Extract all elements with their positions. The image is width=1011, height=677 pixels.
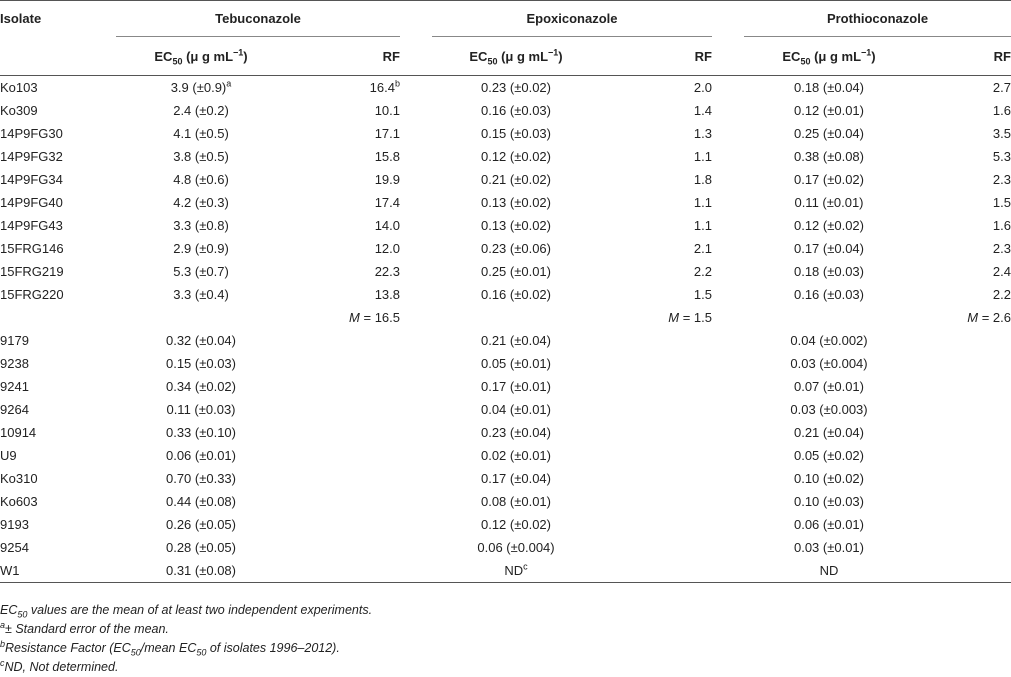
table-row	[0, 260, 1011, 283]
epo-rf-cell: 1.8	[693, 172, 712, 187]
pro-ec50-cell: 0.10 (±0.02)	[793, 471, 864, 486]
table-row	[0, 168, 1011, 191]
pro-ec50-cell: 0.05 (±0.02)	[793, 448, 864, 463]
teb-ec50-cell: 3.9 $(\pm 0.9)^a$	[170, 78, 232, 95]
teb-ec50-cell: 0.33 (±0.10)	[165, 425, 236, 440]
pro-ec50-cell: 0.17 (±0.02)	[793, 172, 864, 187]
isolate-cell: 9264	[0, 402, 29, 417]
epo-ec50-cell: 0.06 (±0.004)	[477, 540, 555, 555]
isolate-cell: U9	[0, 448, 17, 463]
header-ec50-pro: $EC_{50}$ (μ g $mL^{-1}$)	[744, 37, 914, 76]
footnote-c: $^c$ND, Not determined.	[0, 657, 119, 674]
epo-ec50-cell: 0.25 (±0.01)	[480, 264, 551, 279]
table-row	[0, 398, 1011, 421]
teb-rf-cell: 19.9	[374, 172, 400, 187]
pro-ec50-cell: 0.12 (±0.01)	[793, 103, 864, 118]
epo-rf-cell: 2.0	[693, 80, 712, 95]
footnote-b: $^b$Resistance Factor ($EC_{50}$/mean $EC_{50}$ of isolates 1996–2012).	[0, 638, 340, 658]
isolate-cell: 14P9FG40	[0, 195, 63, 210]
isolate-cell: W1	[0, 563, 20, 578]
epo-ec50-cell: 0.13 (±0.02)	[480, 218, 551, 233]
epo-rf-cell: 1.1	[693, 149, 712, 164]
epo-ec50-cell: 0.23 (±0.06)	[480, 241, 551, 256]
isolate-cell: Ko603	[0, 494, 38, 509]
table-row	[0, 283, 1011, 306]
teb-rf-cell: 15.8	[374, 149, 400, 164]
epo-rf-cell: 1.1	[693, 195, 712, 210]
teb-rf-cell: 13.8	[374, 287, 400, 302]
table-footnotes	[0, 601, 372, 677]
epo-ec50-cell: 0.23 (±0.04)	[480, 425, 551, 440]
pro-ec50-cell: 0.25 (±0.04)	[793, 126, 864, 141]
pro-rf-cell: 2.3	[992, 172, 1011, 187]
header-ec50-teb: $EC_{50}$ (μ g $mL^{-1}$)	[116, 37, 286, 76]
epo-ec50-cell: 0.21 (±0.04)	[480, 333, 551, 348]
teb-rf-cell: 12.0	[374, 241, 400, 256]
isolate-cell: 14P9FG43	[0, 218, 63, 233]
teb-ec50-cell: 0.31 (±0.08)	[165, 563, 236, 578]
pro-rf-cell: 1.6	[992, 103, 1011, 118]
table-row	[0, 76, 1011, 99]
pro-ec50-cell: 0.06 (±0.01)	[793, 517, 864, 532]
epo-ec50-cell: 0.04 (±0.01)	[480, 402, 551, 417]
table-row	[0, 352, 1011, 375]
pro-ec50-cell: 0.04 (±0.002)	[790, 333, 868, 348]
isolate-cell: 9241	[0, 379, 29, 394]
isolate-cell: Ko310	[0, 471, 38, 486]
teb-ec50-cell: 3.8 (±0.5)	[173, 149, 229, 164]
epo-ec50-cell: $ND^c$	[504, 561, 528, 578]
isolate-cell: 9193	[0, 517, 29, 532]
teb-ec50-cell: 4.8 (±0.6)	[173, 172, 229, 187]
header-rf-epo: RF	[600, 37, 712, 76]
epo-ec50-cell: 0.02 (±0.01)	[480, 448, 551, 463]
header-rf-teb: RF	[286, 37, 400, 76]
table-row	[0, 421, 1011, 444]
isolate-cell: Ko103	[0, 80, 38, 95]
teb-ec50-cell: 0.06 (±0.01)	[165, 448, 236, 463]
isolate-cell: 14P9FG30	[0, 126, 63, 141]
epo-ec50-cell: 0.16 (±0.03)	[480, 103, 551, 118]
table-row	[0, 536, 1011, 559]
teb-ec50-cell: 3.3 (±0.4)	[173, 287, 229, 302]
epo-ec50-cell: 0.12 (±0.02)	[480, 149, 551, 164]
table-row	[0, 214, 1011, 237]
pro-ec50-cell: 0.07 (±0.01)	[793, 379, 864, 394]
teb-ec50-cell: 0.32 (±0.04)	[165, 333, 236, 348]
pro-rf-cell: 5.3	[992, 149, 1011, 164]
isolate-cell: 9179	[0, 333, 29, 348]
teb-rf-cell: 16.4$^b$	[369, 78, 400, 95]
header-tebuconazole: Tebuconazole	[116, 1, 400, 37]
pro-ec50-cell: 0.21 (±0.04)	[793, 425, 864, 440]
pro-ec50-cell: 0.18 (±0.04)	[793, 80, 864, 95]
epo-ec50-cell: 0.17 (±0.01)	[480, 379, 551, 394]
pro-rf-cell: 3.5	[992, 126, 1011, 141]
table-row	[0, 145, 1011, 168]
epo-rf-cell: 1.1	[693, 218, 712, 233]
epo-rf-cell: 1.3	[693, 126, 712, 141]
epo-ec50-cell: 0.17 (±0.04)	[480, 471, 551, 486]
epo-ec50-cell: 0.12 (±0.02)	[480, 517, 551, 532]
isolate-cell: 15FRG220	[0, 287, 64, 302]
pro-rf-cell: 1.6	[992, 218, 1011, 233]
table-row	[0, 329, 1011, 352]
pro-ec50-cell: ND	[819, 563, 839, 578]
footnote-ec50: $EC_{50}$ values are the mean of at least two independent experiments.	[0, 603, 373, 620]
teb-ec50-cell: 0.28 (±0.05)	[165, 540, 236, 555]
teb-ec50-cell: 3.3 (±0.8)	[173, 218, 229, 233]
epo-ec50-cell: 0.15 (±0.03)	[480, 126, 551, 141]
epo-ec50-cell: 0.23 (±0.02)	[480, 80, 551, 95]
header-epoxiconazole: Epoxiconazole	[432, 1, 712, 37]
pro-ec50-cell: 0.17 (±0.04)	[793, 241, 864, 256]
header-ec50-epo: $EC_{50}$ (μ g $mL^{-1}$)	[432, 37, 600, 76]
header-prothioconazole: Prothioconazole	[744, 1, 1011, 37]
pro-ec50-cell: 0.03 (±0.004)	[790, 356, 868, 371]
epo-ec50-cell: 0.08 (±0.01)	[480, 494, 551, 509]
epo-rf-cell: 2.1	[693, 241, 712, 256]
pro-rf-cell: 2.2	[992, 287, 1011, 302]
teb-ec50-cell: 0.11 (±0.03)	[166, 402, 236, 417]
teb-ec50-cell: 5.3 (±0.7)	[173, 264, 229, 279]
footnote-a: $^a$± Standard error of the mean.	[0, 619, 169, 636]
teb-ec50-cell: 2.4 (±0.2)	[173, 103, 229, 118]
mean-row	[0, 306, 1011, 329]
table-row	[0, 99, 1011, 122]
epo-ec50-cell: 0.13 (±0.02)	[480, 195, 551, 210]
isolate-cell: 14P9FG32	[0, 149, 63, 164]
teb-mean-rf: M = 16.5	[349, 310, 400, 325]
epo-ec50-cell: 0.21 (±0.02)	[480, 172, 551, 187]
teb-ec50-cell: 4.1 (±0.5)	[173, 126, 229, 141]
isolate-cell: 9238	[0, 356, 29, 371]
table-row	[0, 444, 1011, 467]
pro-ec50-cell: 0.38 (±0.08)	[793, 149, 864, 164]
pro-ec50-cell: 0.03 (±0.01)	[793, 540, 864, 555]
pro-ec50-cell: 0.11 (±0.01)	[794, 195, 864, 210]
teb-rf-cell: 10.1	[374, 103, 400, 118]
epo-rf-cell: 2.2	[693, 264, 712, 279]
teb-ec50-cell: 0.44 (±0.08)	[165, 494, 236, 509]
pro-rf-cell: 2.4	[992, 264, 1011, 279]
isolate-cell: 15FRG219	[0, 264, 64, 279]
isolate-cell: 9254	[0, 540, 29, 555]
table-row	[0, 122, 1011, 145]
table-row	[0, 191, 1011, 214]
table-row	[0, 467, 1011, 490]
teb-ec50-cell: 0.70 (±0.33)	[165, 471, 236, 486]
pro-mean-rf: M = 2.6	[967, 310, 1011, 325]
pro-ec50-cell: 0.18 (±0.03)	[793, 264, 864, 279]
table-row	[0, 375, 1011, 398]
teb-rf-cell: 17.4	[374, 195, 400, 210]
epo-ec50-cell: 0.05 (±0.01)	[480, 356, 551, 371]
pro-ec50-cell: 0.16 (±0.03)	[793, 287, 864, 302]
epo-rf-cell: 1.4	[693, 103, 712, 118]
epo-ec50-cell: 0.16 (±0.02)	[480, 287, 551, 302]
isolate-cell: Ko309	[0, 103, 38, 118]
header-isolate: Isolate	[0, 1, 116, 37]
teb-ec50-cell: 0.34 (±0.02)	[165, 379, 236, 394]
isolate-cell: 14P9FG34	[0, 172, 63, 187]
epo-mean-rf: M = 1.5	[668, 310, 712, 325]
pro-rf-cell: 2.3	[992, 241, 1011, 256]
table-row	[0, 490, 1011, 513]
table-row	[0, 513, 1011, 536]
table-row	[0, 559, 1011, 582]
epo-rf-cell: 1.5	[693, 287, 712, 302]
teb-rf-cell: 17.1	[374, 126, 400, 141]
pro-rf-cell: 1.5	[992, 195, 1011, 210]
isolate-cell: 15FRG146	[0, 241, 64, 256]
teb-ec50-cell: 0.26 (±0.05)	[165, 517, 236, 532]
pro-ec50-cell: 0.03 (±0.003)	[790, 402, 868, 417]
table-row	[0, 237, 1011, 260]
teb-ec50-cell: 0.15 (±0.03)	[165, 356, 236, 371]
isolate-cell: 10914	[0, 425, 37, 440]
header-rf-pro: RF	[914, 37, 1011, 76]
teb-ec50-cell: 2.9 (±0.9)	[173, 241, 229, 256]
pro-ec50-cell: 0.10 (±0.03)	[793, 494, 864, 509]
pro-ec50-cell: 0.12 (±0.02)	[793, 218, 864, 233]
teb-ec50-cell: 4.2 (±0.3)	[173, 195, 229, 210]
teb-rf-cell: 14.0	[374, 218, 400, 233]
pro-rf-cell: 2.7	[992, 80, 1011, 95]
teb-rf-cell: 22.3	[374, 264, 400, 279]
